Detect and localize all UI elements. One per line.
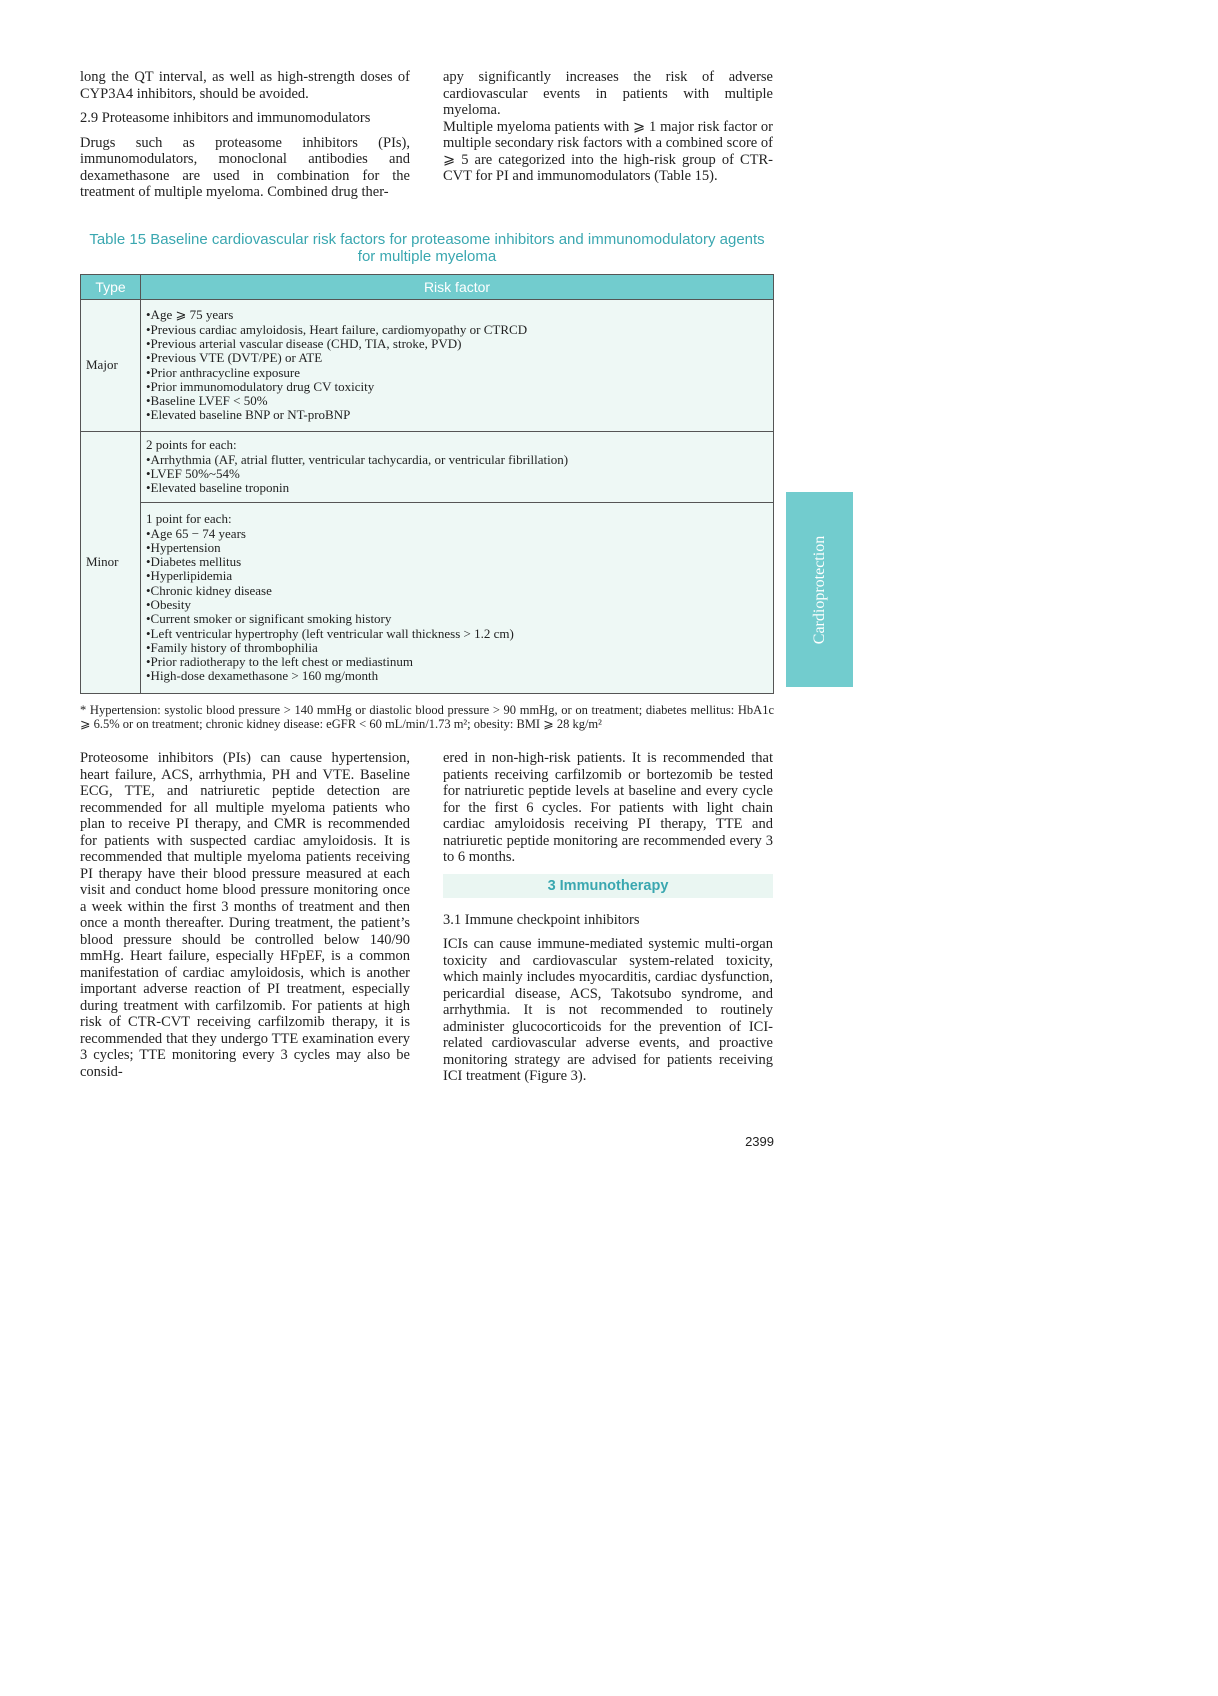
paragraph: Multiple myeloma patients with ⩾ 1 major risk factor or multiple secondary risk factors with a combined score of ⩾ 5 are categorized into the high-risk group of CTR-CVT for PI and immunomodulators (Table 15). [443,118,773,184]
list-item: •Prior immunomodulatory drug CV toxicity [146,378,375,394]
list-item: •LVEF 50%~54% [146,466,240,481]
list-item: •Current smoker or significant smoking history [146,611,392,627]
table-title: Table 15 Baseline cardiovascular risk factors for proteasome inhibitors and immunomodulatory agents for multiple myeloma [89,231,765,265]
top-left-column [80,69,410,201]
minor-risk-factors-2-points [141,432,774,503]
paragraph: ICIs can cause immune-mediated systemic multi-organ toxicity and cardiovascular system-related toxicity, which mainly includes myocarditis, cardiac dysfunction, pericardial disease, ACS, Takotsubo syndrome, and arrhythmia. It is not recommended to routinely administer glucocorticoids for the prevention of ICI-related cardiovascular adverse events, and proactive monitoring strategy are advised for patients receiving ICI treatment (Figure 3). [443,936,773,1084]
type-cell-minor: Minor [81,432,141,694]
paragraph: Proteosome inhibitors (PIs) can cause hypertension, heart failure, ACS, arrhythmia, PH and VTE. Baseline ECG, TTE, and natriuretic peptide detection are recommended for all multiple myeloma patients who plan to receive PI therapy, and CMR is recommended for patients with suspected cardiac amyloidosis. It is recommended that multiple myeloma patients receiving PI therapy have their blood pressure measured at each visit and conduct home blood pressure monitoring once a week within the first 3 months of treatment and then once a month thereafter. During treatment, the patient’s blood pressure should be controlled below 140/90 mmHg. Heart failure, especially HFpEF, is a common manifestation of cardiac amyloidosis, which is another important adverse reaction of PI treatment, especially during treatment with carfilzomib. For patients at high risk of CTR-CVT receiving carfilzomib therapy, it is recommended that they undergo TTE examination every 3 cycles; TTE monitoring every 3 cycles may also be consid- [80,750,410,1080]
list-item: •Prior anthracycline exposure [146,364,300,380]
list-item: •Baseline LVEF < 50% [146,393,268,409]
subsection-heading-3-1: 3.1 Immune checkpoint inhibitors [443,911,640,928]
list-item: •Left ventricular hypertrophy (left ventricular wall thickness > 1.2 cm) [146,625,514,641]
list-item: •Previous cardiac amyloidosis, Heart failure, cardiomyopathy or CTRCD [146,321,528,337]
list-item: •Age 65 − 74 years [146,525,246,541]
risk-factor-table [80,274,774,694]
paragraph: long the QT interval, as well as high-strength doses of CYP3A4 inhibitors, should be avoided. [80,69,410,102]
bottom-right-column [443,750,773,1085]
page-number: 2399 [745,1134,774,1149]
list-item: •Elevated baseline troponin [146,480,290,496]
table-header-risk-factor: Risk factor [141,275,774,300]
list-item: •Family history of thrombophilia [146,639,318,655]
paragraph: apy significantly increases the risk of adverse cardiovascular events in patients with multiple myeloma. [443,69,773,118]
list-item: 1 point for each: [146,511,232,527]
list-item: •Chronic kidney disease [146,582,272,598]
section-heading-immunotherapy: 3 Immunotherapy [443,874,773,898]
paragraph: ered in non-high-risk patients. It is recommended that patients receiving carfilzomib or bortezomib be tested for natriuretic peptide levels at baseline and every cycle for the first 6 cycles. For patients with light chain cardiac amyloidosis receiving PI therapy, TTE and natriuretic peptide monitoring are recommended every 3 to 6 months. [443,750,773,865]
table-footnote: * Hypertension: systolic blood pressure > 140 mmHg or diastolic blood pressure > 90 mmHg, or on treatment; diabetes mellitus: HbA1c ⩾ 6.5% or on treatment; chronic kidney disease: eGFR < 60 mL/min/1.73 m²; obesity: BMI ⩾ 28 kg/m² [80,703,774,731]
list-item: •Prior radiotherapy to the left chest or mediastinum [146,654,414,670]
section-heading-2-9: 2.9 Proteasome inhibitors and immunomodulators [80,110,371,126]
list-item: •Age ⩾ 75 years [146,307,234,323]
paragraph: Drugs such as proteasome inhibitors (PIs), immunomodulators, monoclonal antibodies and dexamethasone are used in combination for the treatment of multiple myeloma. Combined drug ther- [80,134,410,200]
side-tab-label: Cardioprotection [810,535,828,644]
list-item: •Hyperlipidemia [146,568,233,584]
major-risk-factors [141,300,774,432]
section-side-tab [786,492,853,687]
type-cell-major: Major [81,300,141,432]
top-right-column [443,69,773,185]
table-header-type: Type [81,275,141,300]
list-item: •Arrhythmia (AF, atrial flutter, ventricular tachycardia, or ventricular fibrillation) [146,451,569,467]
list-item: •Elevated baseline BNP or NT-proBNP [146,407,351,423]
list-item: •Previous VTE (DVT/PE) or ATE [146,350,323,366]
list-item: •Previous arterial vascular disease (CHD, TIA, stroke, PVD) [146,335,462,351]
minor-risk-factors-1-point [141,503,774,694]
list-item: •Hypertension [146,539,221,555]
bottom-left-column [80,750,410,1080]
list-item: 2 points for each: [146,437,237,453]
list-item: •High-dose dexamethasone > 160 mg/month [146,668,379,684]
list-item: •Obesity [146,597,191,612]
list-item: •Diabetes mellitus [146,554,242,570]
